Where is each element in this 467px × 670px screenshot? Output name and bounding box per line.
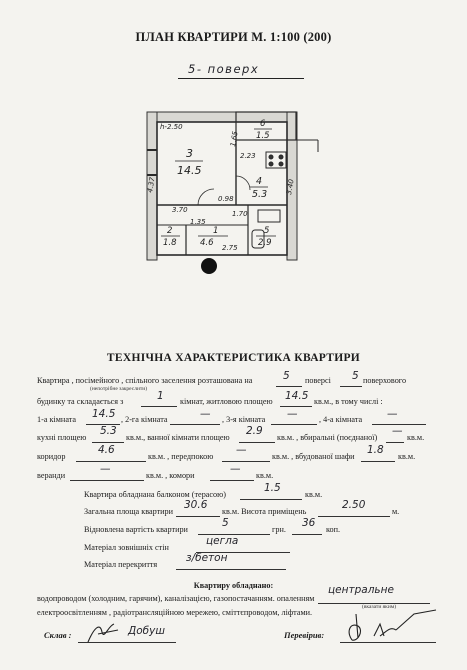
- room4-label: , 4-а кімната: [319, 415, 363, 424]
- walls-label: Матеріал зовнішніх стін: [84, 543, 169, 552]
- room-2-number: 2: [167, 226, 173, 236]
- balcony-unit: кв.м.: [305, 490, 323, 499]
- hall-line: [222, 461, 270, 462]
- equip-line1: водопроводом (холодним, гарячим), каналізацією, газопостачанням. опаленням: [37, 594, 315, 603]
- bath-value: 2.9: [246, 425, 263, 437]
- height-unit: м.: [392, 507, 400, 516]
- room2-line: [170, 424, 220, 425]
- cost-kop-unit: коп.: [326, 525, 341, 534]
- room-6-number: 6: [260, 119, 266, 129]
- dim-0-98: 0.98: [218, 195, 234, 203]
- veranda-label: веранди: [37, 471, 66, 480]
- kitchen-value: 5.3: [100, 425, 117, 437]
- closet-label: кв.м. , вбудованої шафи: [272, 452, 355, 461]
- cost-kop-line: [292, 534, 322, 535]
- room2-label: , 2-га кімната: [121, 415, 168, 424]
- equip-line2: електроосвітленням , радіотрансляційною мережею, сміттєпроводом, ліфтами.: [37, 608, 313, 617]
- floor-label: 5- поверх: [188, 62, 260, 76]
- storage-label: кв.м. , комори: [146, 471, 195, 480]
- room3-value: —: [287, 408, 298, 420]
- cost-label: Відновлена вартість квартири: [84, 525, 188, 534]
- room1-label: 1-а кімната: [37, 415, 77, 424]
- floors-material-value: з/бетон: [186, 552, 228, 564]
- section-title: ТЕХНІЧНА ХАРАКТЕРИСТИКА КВАРТИРИ: [106, 352, 361, 364]
- kitchen-label: кухні площею: [37, 433, 87, 442]
- total-line: [176, 516, 220, 517]
- floors-total: 5: [352, 370, 359, 382]
- cost-grn-unit: грн.: [272, 525, 286, 534]
- total-value: 30.6: [184, 499, 208, 511]
- dim-1-70: 1.70: [232, 210, 248, 218]
- room3-label: , 3-я кімната: [222, 415, 266, 424]
- equip-title: Квартиру обладнано:: [193, 581, 274, 590]
- room4-value: —: [387, 408, 398, 420]
- storage-line: [210, 480, 254, 481]
- hall-label: кв.м. , передпокою: [148, 452, 214, 461]
- room-5-number: 5: [264, 226, 270, 236]
- closet-value: 1.8: [367, 444, 384, 456]
- dim-2-75: 2.75: [222, 244, 238, 252]
- veranda-line: [70, 480, 144, 481]
- balcony-label: Квартира обладнана балконом (терасою): [84, 490, 226, 499]
- floors-word: поверхового: [363, 376, 407, 385]
- corridor-line: [76, 461, 146, 462]
- dim-3-40: 3.40: [285, 178, 296, 196]
- note-specify: (вказати яким): [362, 604, 397, 610]
- cost-kop: 36: [302, 517, 316, 529]
- floor-plan-drawing: [0, 0, 467, 300]
- room2-value: —: [200, 408, 211, 420]
- room-5-area: 2.9: [258, 238, 272, 248]
- corridor-label: коридор: [37, 452, 66, 461]
- floor-value: 5: [283, 370, 290, 382]
- bath-line: [239, 442, 275, 443]
- height-line: [318, 516, 390, 517]
- storage-value: —: [230, 463, 241, 475]
- room-3-number: 3: [186, 147, 193, 160]
- living-area-label: кімнат, житловою площею: [180, 397, 273, 406]
- storage-unit: кв.м.: [256, 471, 274, 480]
- room-1-number: 1: [213, 226, 219, 236]
- checked-line: [340, 642, 436, 643]
- cost-uah: 5: [222, 517, 229, 529]
- corridor-value: 4.6: [98, 444, 115, 456]
- total-label: Загальна площа квартири: [84, 507, 174, 516]
- dim-3-70: 3.70: [172, 206, 188, 214]
- room-4-area: 5.3: [252, 189, 268, 200]
- floors-material-line: [176, 569, 286, 570]
- height-label: кв.м. Висота приміщень: [222, 507, 307, 516]
- closet-unit: кв.м.: [398, 452, 416, 461]
- wc-unit: кв.м.: [407, 433, 425, 442]
- closet-line: [361, 461, 395, 462]
- living-area: 14.5: [285, 390, 309, 402]
- floor-word: поверсі: [305, 376, 331, 385]
- heating-value: центральне: [328, 584, 394, 596]
- line1-text: Квартира , посімейного , спільного заселення розташована на: [37, 376, 253, 385]
- kitchen-line: [92, 442, 124, 443]
- dim-1-35: 1.35: [190, 218, 206, 226]
- page-title: ПЛАН КВАРТИРИ М. 1:100 (200): [135, 30, 332, 44]
- wc-value: —: [392, 425, 403, 437]
- compiled-name: Добуш: [128, 625, 165, 637]
- checked-signature: [340, 606, 440, 650]
- hall-value: —: [236, 444, 247, 456]
- dim-1-65: 1.65: [229, 130, 240, 148]
- dim-4-37: 4.37: [146, 176, 157, 194]
- room-labels: [160, 119, 276, 248]
- ceiling-height: h-2.50: [160, 123, 183, 131]
- floor-value-line: [276, 386, 302, 387]
- living-area-line: [280, 406, 312, 407]
- dim-2-23: 2.23: [240, 152, 256, 160]
- rooms-count: 1: [157, 390, 164, 402]
- room-6-area: 1.5: [256, 131, 270, 141]
- walls-value: цегла: [206, 535, 239, 547]
- veranda-value: —: [100, 463, 111, 475]
- room-1-area: 4.6: [200, 238, 214, 248]
- balcony-line: [240, 499, 302, 500]
- checked-label: Перевірив:: [284, 630, 325, 640]
- in-total-label: кв.м., в тому числі :: [314, 397, 383, 406]
- floors-material-label: Матеріал перекриття: [84, 560, 158, 569]
- line2-text: будинку та складається з: [37, 397, 124, 406]
- room-2-area: 1.8: [163, 238, 177, 248]
- room-4-number: 4: [256, 176, 263, 187]
- bath-label: кв.м., ванної кімнати площею: [126, 433, 230, 442]
- wc-line: [386, 442, 404, 443]
- wc-label: кв.м. , вбиральні (поєднаної): [277, 433, 378, 442]
- room3-line: [271, 424, 317, 425]
- rooms-count-line: [141, 406, 177, 407]
- floors-total-line: [340, 386, 362, 387]
- room-3-area: 14.5: [177, 164, 202, 177]
- note-privatized: (непотрібне закреслити): [90, 386, 148, 392]
- entrance-marker: [201, 258, 217, 274]
- compiled-line: [78, 642, 176, 643]
- room1-value: 14.5: [92, 408, 116, 420]
- balcony-value: 1.5: [264, 482, 281, 494]
- height-value: 2.50: [342, 499, 366, 511]
- compiled-label: Склав :: [44, 630, 72, 640]
